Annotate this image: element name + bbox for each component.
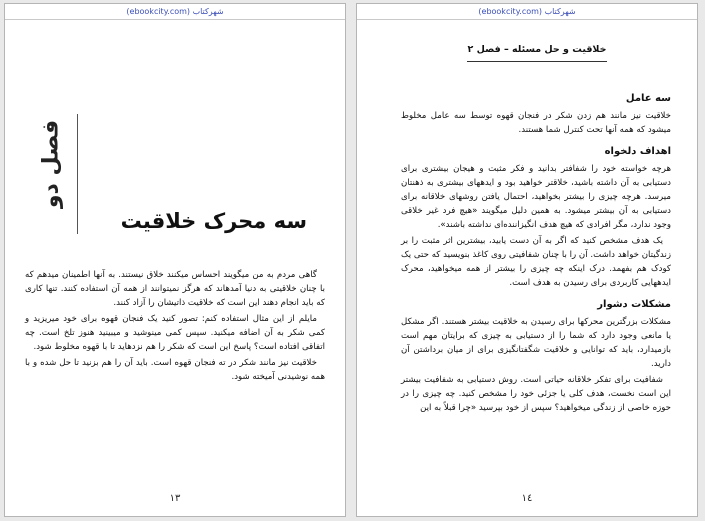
paragraph: مایلم از این مثال استفاده کنم: تصور کنید یک فنجان قهوه برای خود میریزید و کمی شکر به آن اضافه میکنید. سپس کمی مینوشید و میبینید هنوز تلخ است. چه اتفاقی افتاده است؟ پاسخ این است که شکر را هم نزدهاید تا با قهوه مخلوط شود. (25, 314, 325, 352)
header-divider (5, 19, 345, 20)
chapter-title: سه محرک خلاقیت (120, 209, 307, 233)
header-divider (357, 19, 697, 20)
paragraph: گاهی مردم به من میگویند احساس میکنند خلاق نیستند. به آنها اطمینان میدهم که با چنان خلاقیتی به دنیا آمدهاند که هرگز نمیتوانند از همه آن استفاده کنند. تنها کاری که باید انجام دهند این است که خلاقیت ذاتیشان را آزاد کنند. (25, 270, 325, 308)
chapter-label-vertical: فصل دو (38, 119, 64, 209)
site-watermark: شهرکتاب (ebookcity.com) (126, 7, 224, 16)
running-head-underline (467, 61, 607, 62)
paragraph: مشکلات بزرگترین محرکها برای رسیدن به خلاقیت بیشتر هستند. اگر مشکل یا مانعی وجود دارد که شما را از دستیابی به چیزی که برایتان مهم است بازمیدارد، باید که توانایی و خلاقیت شگفتانگیزی برای از میان برداشتن آن دارید. (401, 317, 671, 369)
left-page (4, 3, 346, 517)
section-heading: اهداف دلخواه (604, 146, 671, 157)
section-heading: مشکلات دشوار (597, 299, 671, 310)
paragraph: یک هدف مشخص کنید که اگر به آن دست یابید، بیشترین اثر مثبت را بر زندگیتان خواهد داشت. آن را با چنان شفافیتی روی کاغذ بنویسید که حتی یک کودک هم بفهمد. درک اینکه چه چیزی را بیشتر از همه میخواهید، محرک ایدههایی کاربردی برای رسیدن به هدف است. (401, 236, 671, 288)
right-body-text (401, 84, 671, 417)
chapter-divider (77, 114, 78, 234)
left-body-text (25, 268, 325, 386)
paragraph: هرچه خواسته خود را شفافتر بدانید و فکر مثبت و هیجان بیشتری برای دستیابی به آن داشته باشید، خلاقتر خواهید بود و ایدههای بیشتری به ذهنتان میرسد. هرچه چیزی را بیشتر بخواهید، احتمال یافتن روشهای خلاقانه برای دستیابی به آن بیشتر میشود. به همین دلیل میگویند «هیچ فرد غیر خلاقی وجود ندارد، مگر افرادی که هیچ هدف انگیزاننده‌ای نداشته باشند». (401, 164, 671, 230)
right-page (356, 3, 698, 517)
site-watermark: شهرکتاب (ebookcity.com) (478, 7, 576, 16)
paragraph: شفافیت برای تفکر خلاقانه حیاتی است. روش دستیابی به شفافیت بیشتر این است نخست، هدف کلی یا جزئی خود را مشخص کنید. چه چیزی را در حوزه خاصی از زندگی میخواهید؟ سپس از خود بپرسید «چرا قبلاً به این (401, 375, 671, 413)
page-number: ١٣ (169, 493, 181, 504)
page-number: ١٤ (521, 493, 533, 504)
paragraph: خلاقیت نیز مانند شکر در ته فنجان قهوه است. باید آن را هم بزنید تا حل شده و با همه نوشیدنی آمیخته شود. (25, 358, 325, 382)
paragraph: خلاقیت نیز مانند هم زدن شکر در فنجان قهوه توسط سه عامل مخلوط میشود که همه آنها تحت کنترل شما هستند. (401, 111, 671, 135)
running-head: خلاقیت و حل مسئله – فصل ۲ (467, 44, 607, 55)
section-heading: سه عامل (625, 93, 671, 104)
